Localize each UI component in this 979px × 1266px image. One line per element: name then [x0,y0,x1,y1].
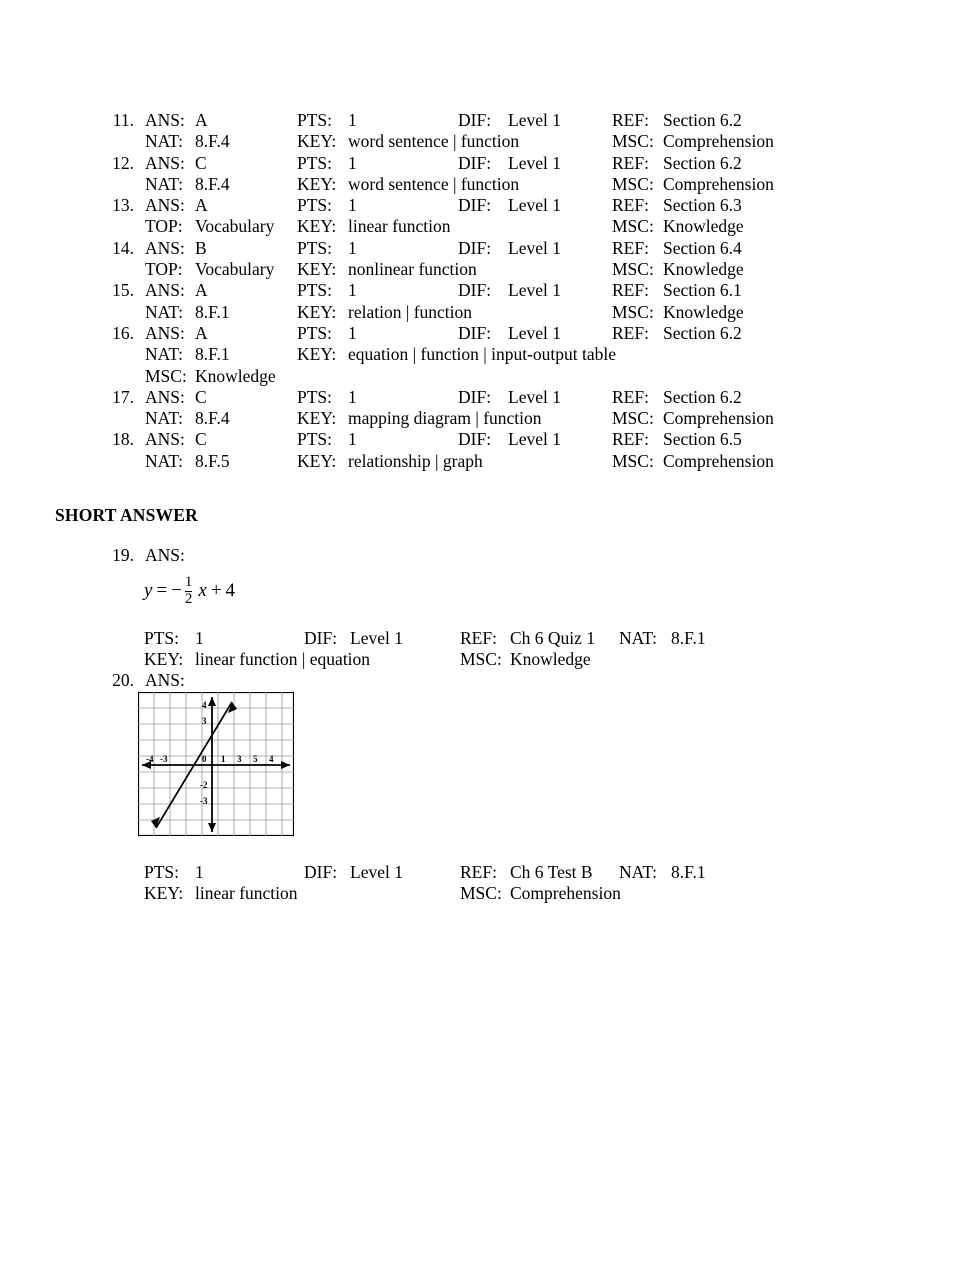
ref-label: REF: [460,628,497,648]
y-tick-label: 4 [202,700,207,710]
nat-label: NAT: [619,862,658,882]
msc-label: MSC: [145,365,187,386]
ans-value: A [195,280,208,301]
answer-entry [100,110,900,153]
key-value: word sentence | function [348,131,520,152]
x-tick-label: 3 [237,754,242,764]
ref-value: Ch 6 Quiz 1 [510,628,596,648]
item-number: 18. [112,429,134,450]
ans-label: ANS: [145,237,185,258]
equation-sign: − [171,580,182,602]
ref-value: Ch 6 Test B [510,862,593,882]
item-number: 17. [112,386,134,407]
msc-label: MSC: [460,883,502,903]
ans-value: B [195,237,207,258]
ref-label: REF: [612,195,649,216]
ref-value: Section 6.2 [663,386,742,407]
item-number: 15. [112,280,134,301]
ref-label: REF: [612,280,649,301]
ans-value: A [195,195,208,216]
ref-value: Section 6.3 [663,195,742,216]
key-value: linear function | equation [195,649,371,669]
short-answer-item-20 [100,670,920,920]
nat-value: 8.F.1 [671,628,706,648]
dif-label: DIF: [458,322,492,343]
dif-value: Level 1 [508,322,561,343]
key-value: relationship | graph [348,450,483,471]
dif-label: DIF: [458,152,492,173]
nat-value: 8.F.5 [195,450,230,471]
section-heading-short-answer: SHORT ANSWER [55,505,198,525]
msc-value: Comprehension [510,883,621,903]
pts-label: PTS: [144,628,180,648]
answer-entry [100,238,900,281]
dif-label: DIF: [458,110,492,130]
dif-value: Level 1 [508,152,561,173]
ref-label: REF: [612,386,649,407]
dif-value: Level 1 [508,429,561,450]
key-value: word sentence | function [348,173,520,194]
ans-value: A [195,322,208,343]
nat-label: NAT: [145,131,184,152]
ans-label: ANS: [145,386,185,407]
pts-value: 1 [348,110,357,130]
top-label: TOP: [145,216,183,237]
x-tick-label: 1 [221,754,226,764]
answer-key-list [100,110,900,472]
msc-value: Knowledge [663,259,744,280]
key-label: KEY: [297,259,337,280]
dif-value: Level 1 [350,628,403,648]
coordinate-graph-svg [138,692,294,836]
msc-value: Comprehension [663,408,774,429]
ref-value: Section 6.2 [663,110,742,130]
key-label: KEY: [297,344,337,365]
answer-equation [144,575,235,608]
ans-label: ANS: [145,670,185,690]
ans-label: ANS: [145,545,185,565]
key-label: KEY: [297,216,337,237]
x-tick-label: -4 [146,754,154,764]
dif-value: Level 1 [508,280,561,301]
equation-plus: + [210,580,222,602]
equation-lhs: y [144,580,153,602]
ans-value: C [195,429,207,450]
x-tick-label: 5 [253,754,258,764]
key-label: KEY: [297,131,337,152]
item-number: 19. [112,545,134,565]
ans-label: ANS: [145,280,185,301]
ref-label: REF: [612,110,649,130]
pts-value: 1 [195,628,204,648]
ref-label: REF: [612,237,649,258]
dif-value: Level 1 [508,386,561,407]
dif-label: DIF: [458,280,492,301]
pts-label: PTS: [297,386,333,407]
top-value: Vocabulary [195,259,275,280]
item-number: 20. [112,670,134,690]
pts-label: PTS: [297,429,333,450]
dif-value: Level 1 [508,195,561,216]
answer-entry [100,387,900,430]
msc-value: Knowledge [510,649,591,669]
pts-value: 1 [348,195,357,216]
item-number: 14. [112,237,134,258]
dif-label: DIF: [304,862,338,882]
pts-value: 1 [348,322,357,343]
nat-label: NAT: [145,450,184,471]
nat-value: 8.F.4 [195,131,230,152]
y-tick-label: -3 [200,796,208,806]
dif-label: DIF: [304,628,338,648]
ans-label: ANS: [145,322,185,343]
msc-value: Comprehension [663,450,774,471]
msc-label: MSC: [612,301,654,322]
key-value: nonlinear function [348,259,477,280]
key-value: linear function [195,883,298,903]
msc-label: MSC: [612,259,654,280]
ref-value: Section 6.5 [663,429,742,450]
pts-value: 1 [348,152,357,173]
pts-value: 1 [348,429,357,450]
msc-label: MSC: [612,450,654,471]
dif-label: DIF: [458,429,492,450]
equation-variable: x [198,580,207,602]
pts-label: PTS: [144,862,180,882]
short-answer-item-19 [100,545,920,675]
pts-label: PTS: [297,322,333,343]
ref-value: Section 6.2 [663,152,742,173]
item-number: 13. [112,195,134,216]
x-tick-label: 4 [269,754,274,764]
ans-label: ANS: [145,110,185,130]
nat-value: 8.F.1 [195,301,230,322]
answer-entry [100,429,900,472]
answer-entry [100,195,900,238]
dif-label: DIF: [458,237,492,258]
ans-value: A [195,110,208,130]
top-value: Vocabulary [195,216,275,237]
pts-label: PTS: [297,152,333,173]
pts-label: PTS: [297,237,333,258]
nat-value: 8.F.4 [195,408,230,429]
pts-value: 1 [348,280,357,301]
ans-label: ANS: [145,195,185,216]
nat-value: 8.F.1 [195,344,230,365]
ans-value: C [195,386,207,407]
dif-value: Level 1 [508,237,561,258]
key-value: mapping diagram | function [348,408,542,429]
pts-label: PTS: [297,280,333,301]
nat-value: 8.F.4 [195,173,230,194]
nat-value: 8.F.1 [671,862,706,882]
item-number: 16. [112,322,134,343]
answer-graph [138,692,294,836]
y-tick-label: -2 [200,780,208,790]
equation-constant: 4 [225,580,236,602]
msc-label: MSC: [612,408,654,429]
key-value: equation | function | input-output table [348,344,616,365]
dif-label: DIF: [458,195,492,216]
nat-label: NAT: [145,301,184,322]
dif-label: DIF: [458,386,492,407]
key-label: KEY: [297,450,337,471]
ref-label: REF: [612,152,649,173]
msc-label: MSC: [612,216,654,237]
ans-value: C [195,152,207,173]
nat-label: NAT: [145,408,184,429]
equation-equals: = [156,580,168,602]
msc-value: Knowledge [195,365,276,386]
key-label: KEY: [297,408,337,429]
key-label: KEY: [297,301,337,322]
msc-label: MSC: [612,173,654,194]
msc-label: MSC: [460,649,502,669]
pts-value: 1 [195,862,204,882]
key-label: KEY: [144,883,184,903]
ref-label: REF: [612,429,649,450]
ref-label: REF: [612,322,649,343]
nat-label: NAT: [619,628,658,648]
pts-label: PTS: [297,110,333,130]
key-label: KEY: [297,173,337,194]
pts-value: 1 [348,237,357,258]
pts-value: 1 [348,386,357,407]
answer-entry [100,153,900,196]
msc-value: Comprehension [663,131,774,152]
dif-value: Level 1 [350,862,403,882]
ans-label: ANS: [145,152,185,173]
answer-entry [100,323,900,387]
ref-value: Section 6.1 [663,280,742,301]
answer-entry [100,280,900,323]
x-tick-label: 0 [202,754,207,764]
msc-value: Comprehension [663,173,774,194]
pts-label: PTS: [297,195,333,216]
dif-value: Level 1 [508,110,561,130]
fraction-denominator: 2 [184,590,193,607]
key-value: linear function [348,216,451,237]
ref-value: Section 6.2 [663,322,742,343]
nat-label: NAT: [145,344,184,365]
item-number: 12. [112,152,134,173]
ref-value: Section 6.4 [663,237,742,258]
ref-label: REF: [460,862,497,882]
key-value: relation | function [348,301,473,322]
key-label: KEY: [144,649,184,669]
msc-value: Knowledge [663,216,744,237]
nat-label: NAT: [145,173,184,194]
equation-fraction [185,575,193,608]
x-tick-label: -3 [160,754,168,764]
msc-value: Knowledge [663,301,744,322]
fraction-numerator: 1 [184,574,193,590]
msc-label: MSC: [612,131,654,152]
top-label: TOP: [145,259,183,280]
y-tick-label: 3 [202,716,207,726]
item-number: 11. [112,110,134,130]
ans-label: ANS: [145,429,185,450]
